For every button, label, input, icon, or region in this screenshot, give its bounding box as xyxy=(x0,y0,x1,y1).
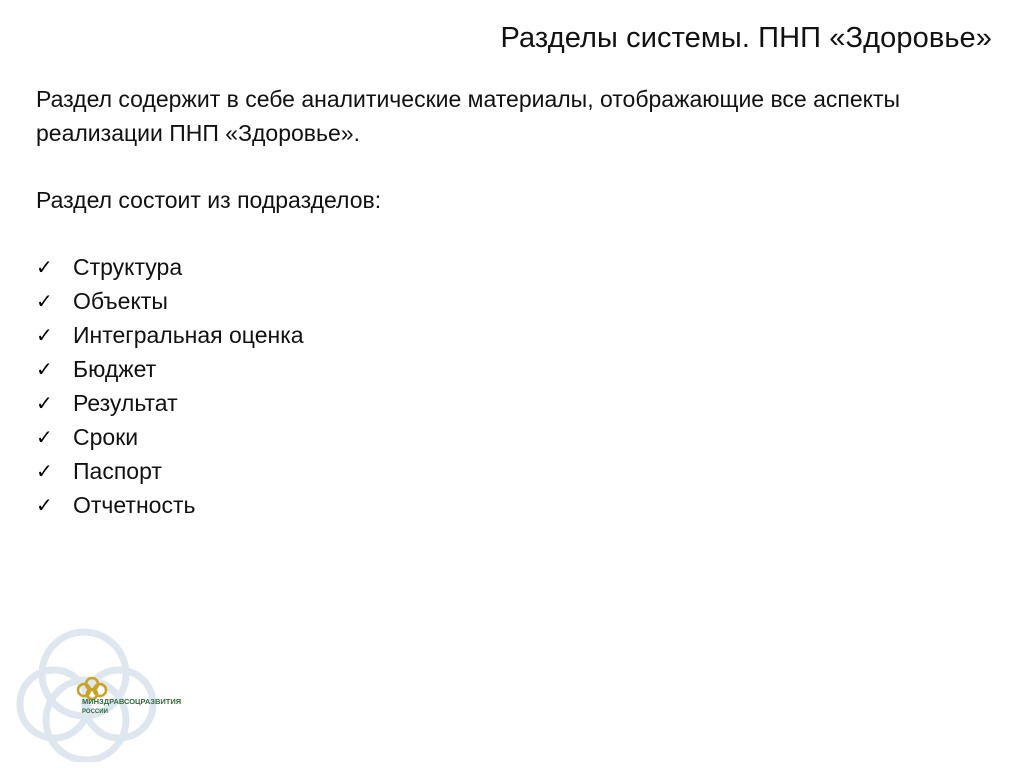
check-icon: ✓ xyxy=(36,323,53,347)
list-item-label: Сроки xyxy=(73,424,139,450)
check-icon: ✓ xyxy=(36,425,53,449)
list-item-label: Бюджет xyxy=(73,356,157,382)
list-item xyxy=(36,420,936,454)
ministry-logo-graphic xyxy=(14,612,184,762)
list-item-label: Структура xyxy=(73,254,183,280)
list-item xyxy=(36,318,936,352)
list-item xyxy=(36,386,936,420)
check-icon: ✓ xyxy=(36,255,53,279)
intro-paragraph: Раздел содержит в себе аналитические материалы, отображающие все аспекты реализации ПНП «Здоровье». xyxy=(36,86,901,146)
ministry-logo xyxy=(14,612,184,762)
list-item-label: Отчетность xyxy=(73,492,196,518)
subsections-list xyxy=(36,250,936,522)
logo-line2: РОССИИ xyxy=(82,709,108,715)
main-content xyxy=(36,82,936,522)
list-item xyxy=(36,454,936,488)
page-title: Разделы системы. ПНП «Здоровье» xyxy=(500,22,992,54)
list-item-label: Результат xyxy=(73,390,178,416)
check-icon: ✓ xyxy=(36,459,53,483)
check-icon: ✓ xyxy=(36,357,53,381)
list-item-label: Паспорт xyxy=(73,458,162,484)
check-icon: ✓ xyxy=(36,391,53,415)
check-icon: ✓ xyxy=(36,289,53,313)
logo-line1: МИНЗДРАВСОЦРАЗВИТИЯ xyxy=(82,697,182,706)
list-item xyxy=(36,250,936,284)
list-item xyxy=(36,352,936,386)
list-item-label: Интегральная оценка xyxy=(73,322,304,348)
check-icon: ✓ xyxy=(36,493,53,517)
list-item xyxy=(36,488,936,522)
list-item-label: Объекты xyxy=(73,288,168,314)
subsections-lead: Раздел состоит из подразделов: xyxy=(36,187,382,213)
list-item xyxy=(36,284,936,318)
